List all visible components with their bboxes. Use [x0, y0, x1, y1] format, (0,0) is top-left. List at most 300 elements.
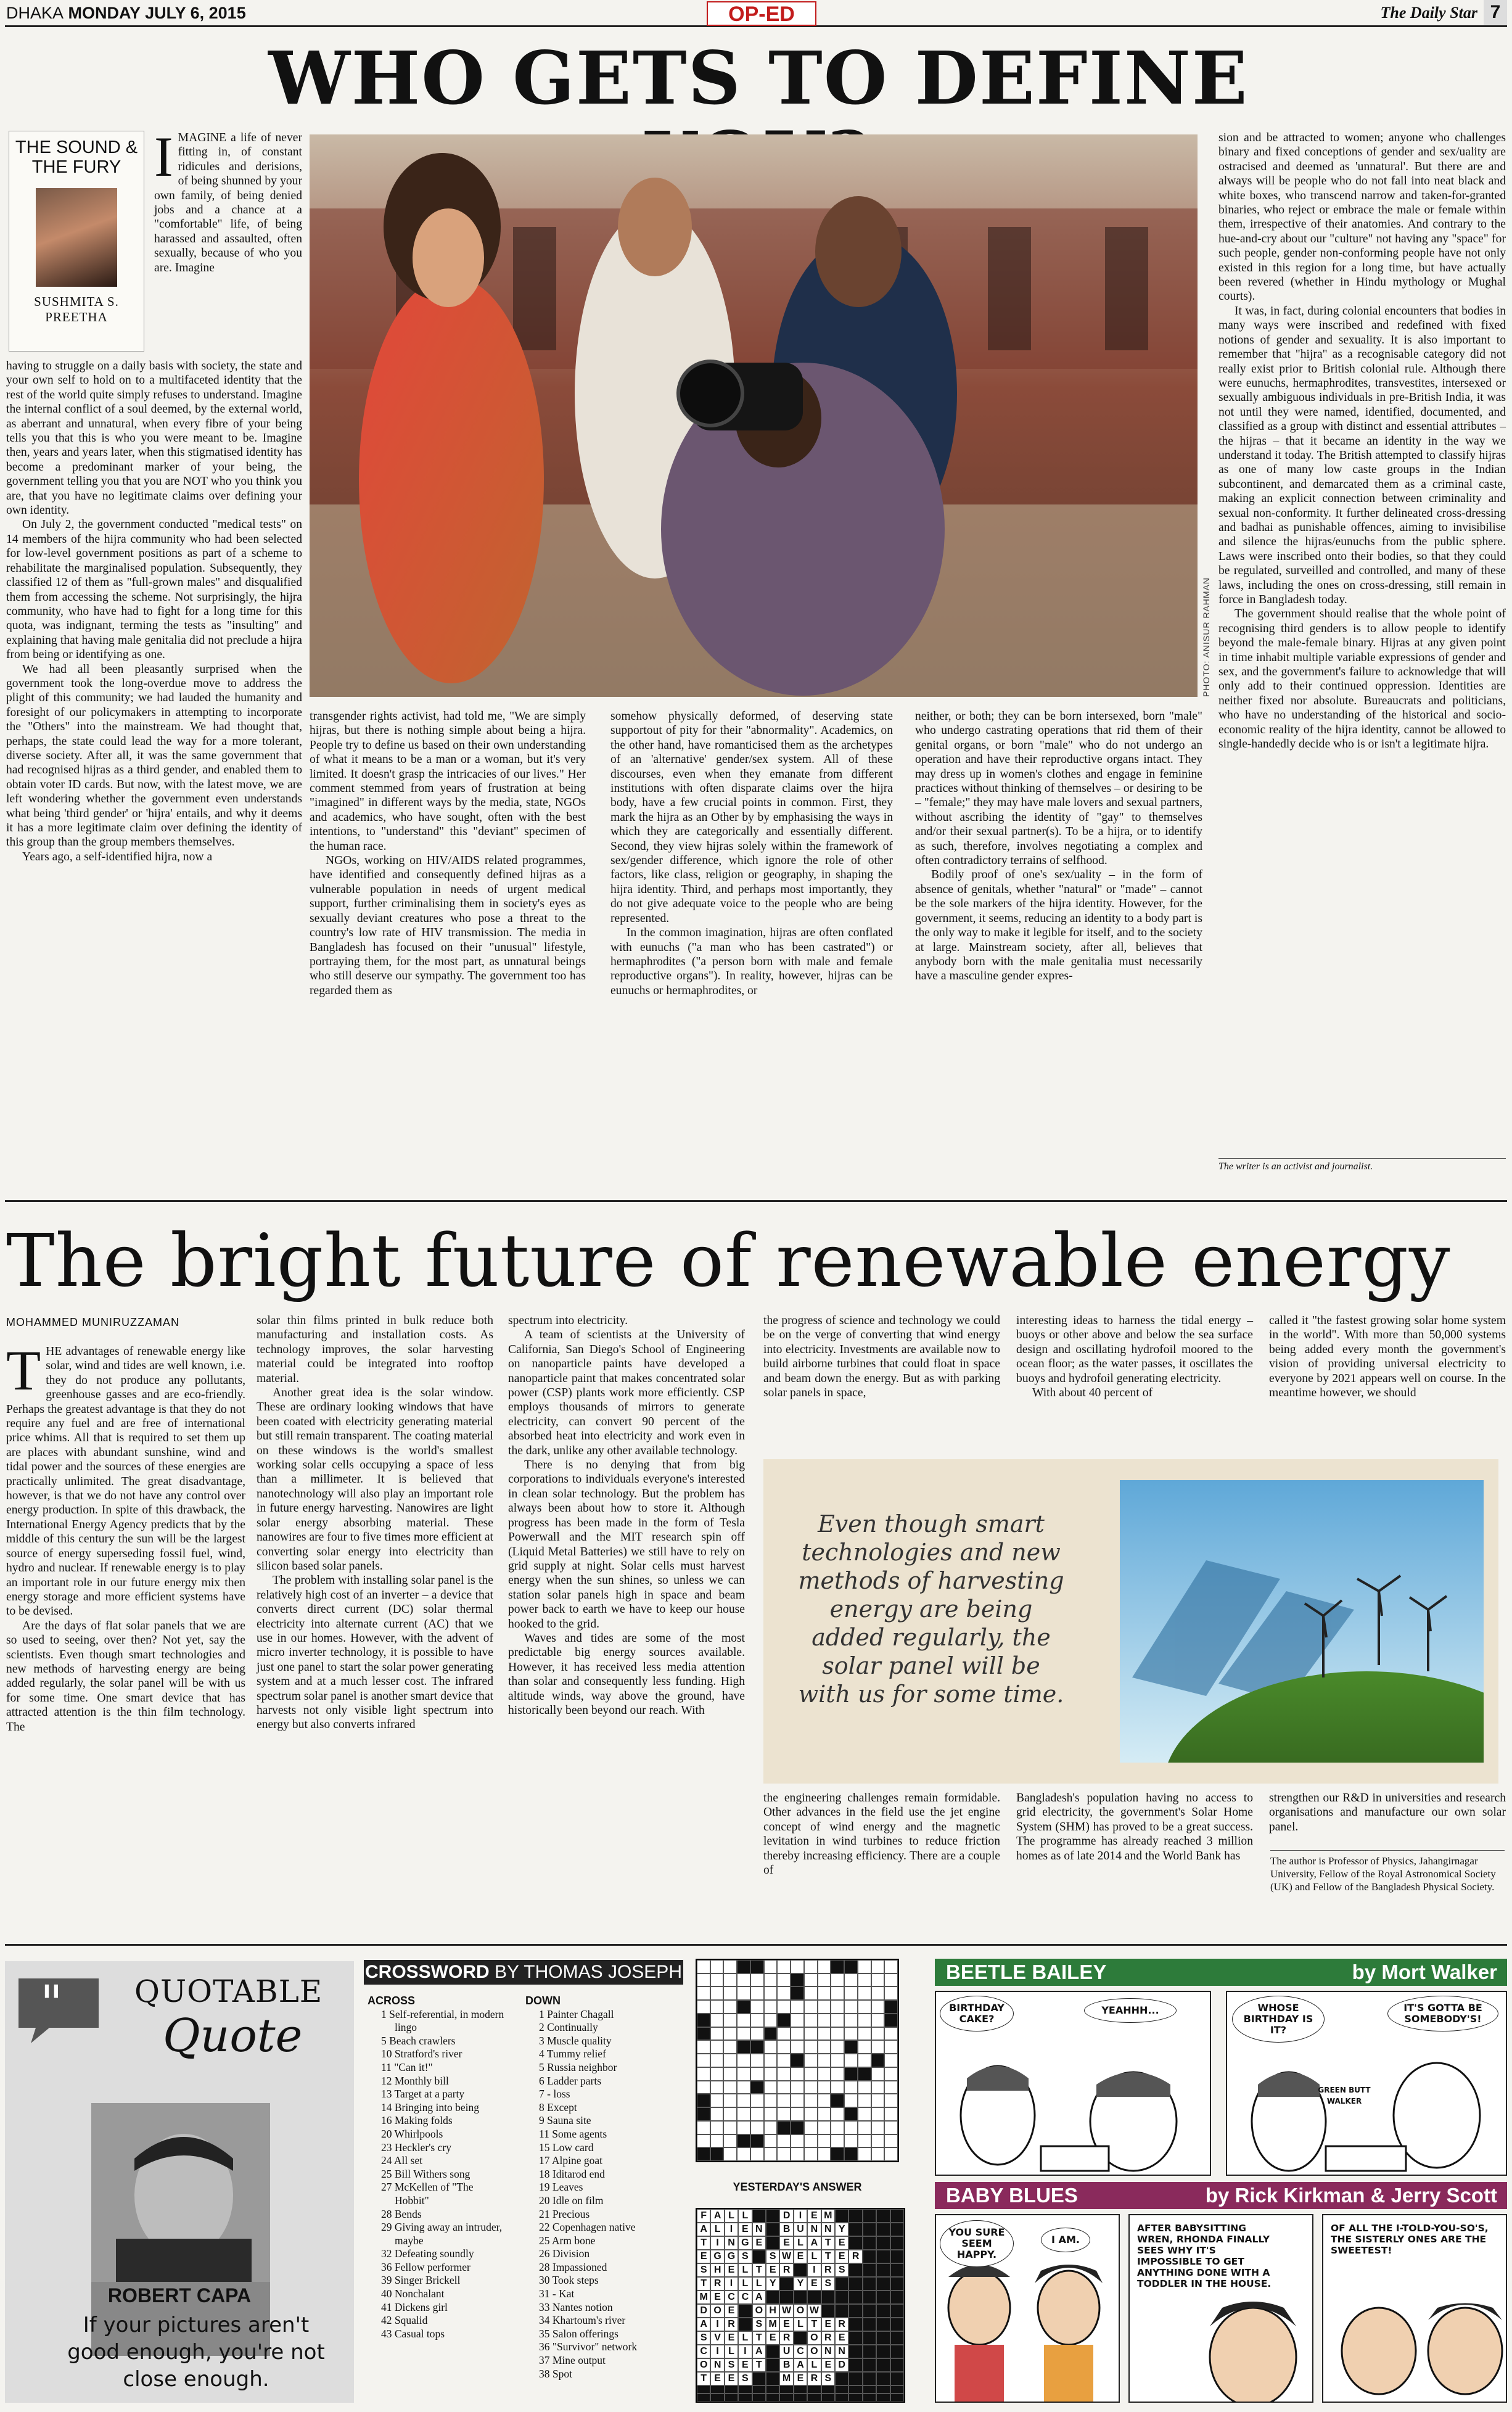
- divider: [5, 1200, 1507, 1202]
- beetle-bailey-header: [935, 1959, 1507, 1986]
- grid-cell: [750, 2134, 764, 2148]
- grid-cell[interactable]: [710, 2121, 724, 2134]
- clue: 11 "Can it!": [381, 2060, 433, 2073]
- grid-cell[interactable]: [791, 2000, 804, 2014]
- answer-cell: M: [779, 2372, 793, 2385]
- grid-cell[interactable]: [750, 2094, 764, 2107]
- grid-cell[interactable]: [723, 2000, 737, 2014]
- grid-cell[interactable]: [750, 1974, 764, 1987]
- grid-cell[interactable]: [777, 1960, 791, 1974]
- grid-cell[interactable]: [804, 2040, 818, 2054]
- answer-cell: [766, 2236, 779, 2250]
- clue: 14 Bringing into being: [381, 2101, 479, 2114]
- grid-cell[interactable]: [777, 1986, 791, 2000]
- down-heading: DOWN: [525, 1994, 561, 2007]
- grid-cell[interactable]: [777, 2134, 791, 2148]
- grid-cell[interactable]: [697, 2081, 710, 2094]
- grid-cell[interactable]: [737, 2107, 750, 2121]
- photo-renewable-globe: [1120, 1480, 1484, 1763]
- grid-cell[interactable]: [858, 1960, 871, 1974]
- grid-cell[interactable]: [750, 2147, 764, 2161]
- answer-cell: S: [725, 2358, 738, 2372]
- grid-cell[interactable]: [697, 2000, 710, 2014]
- answer-cell: [848, 2385, 862, 2393]
- across-clues: [368, 1994, 507, 2340]
- grid-cell[interactable]: [697, 1960, 710, 1974]
- grid-cell[interactable]: [844, 2081, 858, 2094]
- grid-cell[interactable]: [858, 2000, 871, 2014]
- grid-cell[interactable]: [858, 2107, 871, 2121]
- grid-cell[interactable]: [697, 2054, 710, 2067]
- answer-cell: L: [725, 2345, 738, 2358]
- grid-cell[interactable]: [818, 2147, 831, 2161]
- grid-cell[interactable]: [858, 2014, 871, 2027]
- answer-cell: [794, 2385, 807, 2393]
- grid-cell[interactable]: [818, 1974, 831, 1987]
- grid-cell[interactable]: [804, 2134, 818, 2148]
- grid-cell[interactable]: [884, 2040, 898, 2054]
- grid-cell[interactable]: [831, 2027, 844, 2041]
- answer-cell: Y: [835, 2223, 848, 2236]
- paragraph: We had all been pleasantly surprised when the government took the long-overdue move to address the plight of this community; we had lauded the humanity and foresight of our policymakers in attempting to incorporate the "Others" into the mainstream. We had thought that, perhaps, the state could lead the way for a more tolerant, diverse society. After all, it was the same government that had recognised hijras as a third gender, and enabled them to obtain voter ID cards. But now, with the latest move, we are left wondering whether the government even understands what being 'third gender' or 'hijra' entails, and why it deems it has a more legitimate claim over defining the identity of this group than the group members themselves.: [6, 662, 302, 849]
- grid-cell[interactable]: [723, 2094, 737, 2107]
- grid-cell[interactable]: [697, 1974, 710, 1987]
- section-label: OP-ED: [707, 1, 816, 26]
- grid-cell[interactable]: [723, 2147, 737, 2161]
- grid-cell[interactable]: [831, 2134, 844, 2148]
- comic-caption: OF ALL THE I-TOLD-YOU-SO'S, THE SISTERLY ONES ARE THE SWEETEST!: [1331, 2223, 1489, 2256]
- answer-cell: N: [835, 2345, 848, 2358]
- grid-cell[interactable]: [844, 2027, 858, 2041]
- grid-cell[interactable]: [710, 1974, 724, 1987]
- grid-cell[interactable]: [791, 2027, 804, 2041]
- grid-cell[interactable]: [884, 1986, 898, 2000]
- grid-cell[interactable]: [818, 2067, 831, 2081]
- answer-cell: [876, 2345, 890, 2358]
- grid-cell[interactable]: [804, 1960, 818, 1974]
- grid-cell[interactable]: [871, 2081, 885, 2094]
- answer-cell: W: [807, 2304, 821, 2318]
- grid-cell[interactable]: [764, 2134, 778, 2148]
- answer-cell: E: [794, 2250, 807, 2263]
- grid-cell[interactable]: [750, 2054, 764, 2067]
- answer-cell: [876, 2236, 890, 2250]
- grid-cell[interactable]: [804, 1974, 818, 1987]
- grid-cell[interactable]: [818, 2134, 831, 2148]
- grid-cell: [737, 1960, 750, 1974]
- clue: 33 Nantes notion: [539, 2300, 613, 2313]
- grid-cell[interactable]: [764, 2081, 778, 2094]
- grid-cell[interactable]: [818, 2121, 831, 2134]
- answer-cell: [863, 2304, 876, 2318]
- answer-cell: [890, 2209, 904, 2223]
- grid-cell[interactable]: [871, 2134, 885, 2148]
- grid-cell[interactable]: [777, 2000, 791, 2014]
- answer-cell: E: [697, 2250, 710, 2263]
- answer-cell: [752, 2250, 766, 2263]
- grid-cell[interactable]: [871, 2014, 885, 2027]
- article1-col3: [610, 709, 893, 998]
- grid-cell[interactable]: [818, 1986, 831, 2000]
- grid-cell[interactable]: [750, 2000, 764, 2014]
- answer-cell: [738, 2393, 752, 2402]
- clue: 26 Division: [539, 2247, 590, 2260]
- grid-cell[interactable]: [858, 2134, 871, 2148]
- article1-col1-top: [154, 125, 302, 275]
- grid-cell[interactable]: [858, 2147, 871, 2161]
- grid-cell[interactable]: [710, 2134, 724, 2148]
- grid-cell[interactable]: [723, 2027, 737, 2041]
- grid-cell[interactable]: [710, 2014, 724, 2027]
- grid-cell[interactable]: [750, 2067, 764, 2081]
- grid-cell[interactable]: [697, 2121, 710, 2134]
- grid-cell[interactable]: [777, 2107, 791, 2121]
- grid-cell[interactable]: [777, 2027, 791, 2041]
- grid-cell[interactable]: [884, 1974, 898, 1987]
- grid-cell[interactable]: [844, 2121, 858, 2134]
- grid-cell[interactable]: [804, 2147, 818, 2161]
- paragraph: The government should realise that the whole point of recognising third genders is to allow people to identify beyond the male-female binary. Hijras at any given point in time inhabit multiple variable expressions of gender and sex, and the government's failure to acknowledge that will only add to their continued oppression. Identities are neither fixed nor absolute. Bureaucrats and politicians, who have no understanding of the historical and socio-economic reality of the hijra identity, cannot be allowed to single-handedly decide who is or isn't a legitimate hijra.: [1218, 607, 1506, 751]
- grid-cell[interactable]: [737, 2067, 750, 2081]
- grid-cell[interactable]: [777, 2067, 791, 2081]
- grid-cell[interactable]: [737, 1986, 750, 2000]
- grid-cell[interactable]: [777, 2054, 791, 2067]
- grid-cell[interactable]: [804, 2054, 818, 2067]
- grid-cell[interactable]: [710, 1960, 724, 1974]
- answer-cell: A: [752, 2345, 766, 2358]
- grid-cell[interactable]: [723, 2014, 737, 2027]
- grid-cell[interactable]: [764, 1960, 778, 1974]
- grid-cell[interactable]: [764, 2000, 778, 2014]
- grid-cell[interactable]: [844, 2014, 858, 2027]
- answer-cell: [848, 2263, 862, 2277]
- beetle-panel-1: [935, 1991, 1211, 2176]
- grid-cell[interactable]: [764, 1986, 778, 2000]
- answer-cell: V: [710, 2331, 724, 2345]
- grid-cell[interactable]: [804, 2081, 818, 2094]
- grid-cell[interactable]: [710, 2040, 724, 2054]
- grid-cell[interactable]: [831, 2000, 844, 2014]
- grid-cell[interactable]: [818, 2107, 831, 2121]
- clue: 34 Khartoum's river: [539, 2314, 626, 2327]
- grid-cell[interactable]: [737, 2094, 750, 2107]
- grid-cell[interactable]: [831, 2121, 844, 2134]
- grid-cell[interactable]: [884, 2147, 898, 2161]
- grid-cell[interactable]: [791, 2094, 804, 2107]
- grid-cell[interactable]: [777, 1974, 791, 1987]
- grid-cell[interactable]: [858, 2081, 871, 2094]
- answer-cell: B: [779, 2223, 793, 2236]
- grid-cell[interactable]: [858, 2027, 871, 2041]
- grid-cell[interactable]: [871, 2121, 885, 2134]
- answer-cell: [752, 2385, 766, 2393]
- grid-cell[interactable]: [884, 2107, 898, 2121]
- grid-cell[interactable]: [737, 2054, 750, 2067]
- grid-cell[interactable]: [831, 2067, 844, 2081]
- grid-cell[interactable]: [737, 1974, 750, 1987]
- grid-cell[interactable]: [818, 2081, 831, 2094]
- grid-cell[interactable]: [831, 2014, 844, 2027]
- grid-cell[interactable]: [777, 2094, 791, 2107]
- answer-cell: O: [807, 2345, 821, 2358]
- grid-cell[interactable]: [858, 2094, 871, 2107]
- grid-cell[interactable]: [764, 2107, 778, 2121]
- grid-cell[interactable]: [884, 2134, 898, 2148]
- answer-cell: [876, 2291, 890, 2304]
- grid-cell[interactable]: [750, 2027, 764, 2041]
- paragraph: somehow physically deformed, of deserving state supportout of pity for their "abnormality". Academics, on the other hand, have romanticised them as the archetypes of an 'alternative' gender/sex system. All of these discourses, even when they emanate from different institutions with often disparate claims over the hijra body, have a few crucial points in common. First, they mark the hijra as an Other by by emphasising the ways in which they are categorically and essentially different. Second, they view hijras solely within the framework of sex/gender difference, which ignore the role of other factors, like class, religion or geography, in shaping the hijra identity. Third, and perhaps most importantly, they do not give adequate voice to the people who are being represented.: [610, 710, 893, 925]
- crossword-author: BY THOMAS JOSEPH: [495, 1962, 682, 1982]
- article2-col2: [257, 1314, 493, 1732]
- grid-cell[interactable]: [844, 2134, 858, 2148]
- grid-cell[interactable]: [737, 2014, 750, 2027]
- grid-cell[interactable]: [831, 1974, 844, 1987]
- grid-cell[interactable]: [871, 2000, 885, 2014]
- grid-cell[interactable]: [737, 2027, 750, 2041]
- answer-cell: [890, 2250, 904, 2263]
- clue: 3 Muscle quality: [539, 2034, 612, 2047]
- grid-cell[interactable]: [884, 2054, 898, 2067]
- clue: 36 Fellow performer: [381, 2260, 470, 2273]
- answer-cell: L: [807, 2358, 821, 2372]
- clue: 25 Bill Withers song: [381, 2167, 470, 2180]
- answer-cell: C: [794, 2345, 807, 2358]
- grid-cell: [750, 1960, 764, 1974]
- answer-cell: I: [710, 2318, 724, 2331]
- answer-cell: [807, 2291, 821, 2304]
- grid-cell[interactable]: [791, 2107, 804, 2121]
- comic-title: BABY BLUES: [946, 2184, 1078, 2207]
- answer-cell: T: [697, 2236, 710, 2250]
- grid-cell[interactable]: [750, 2107, 764, 2121]
- grid-cell[interactable]: [710, 2000, 724, 2014]
- answer-cell: [876, 2250, 890, 2263]
- grid-cell[interactable]: [737, 2081, 750, 2094]
- grid-cell[interactable]: [791, 2147, 804, 2161]
- grid-cell[interactable]: [710, 2107, 724, 2121]
- grid-cell[interactable]: [804, 2107, 818, 2121]
- answer-cell: [835, 2372, 848, 2385]
- grid-cell[interactable]: [818, 2040, 831, 2054]
- grid-cell[interactable]: [844, 2094, 858, 2107]
- answer-cell: [710, 2393, 724, 2402]
- grid-cell[interactable]: [791, 2081, 804, 2094]
- grid-cell: [791, 1986, 804, 2000]
- grid-cell[interactable]: [750, 2121, 764, 2134]
- grid-cell[interactable]: [871, 2040, 885, 2054]
- grid-cell[interactable]: [710, 2094, 724, 2107]
- grid-cell[interactable]: [697, 2067, 710, 2081]
- answer-cell: [766, 2209, 779, 2223]
- grid-cell[interactable]: [723, 1960, 737, 1974]
- grid-cell[interactable]: [804, 2027, 818, 2041]
- grid-cell[interactable]: [791, 2067, 804, 2081]
- quotable-title: QUOTABLE: [134, 1974, 323, 2009]
- answer-cell: R: [779, 2263, 793, 2277]
- grid-cell[interactable]: [818, 2027, 831, 2041]
- grid-cell: [750, 2040, 764, 2054]
- grid-cell[interactable]: [723, 2081, 737, 2094]
- grid-cell[interactable]: [710, 2027, 724, 2041]
- paragraph: [6, 1339, 245, 1619]
- grid-cell[interactable]: [697, 2040, 710, 2054]
- answer-cell: D: [779, 2209, 793, 2223]
- grid-cell[interactable]: [818, 2000, 831, 2014]
- answer-cell: D: [697, 2304, 710, 2318]
- grid-cell[interactable]: [871, 2107, 885, 2121]
- answer-cell: [794, 2393, 807, 2402]
- answer-cell: [890, 2385, 904, 2393]
- grid-cell[interactable]: [804, 2014, 818, 2027]
- answer-cell: R: [807, 2372, 821, 2385]
- grid-cell[interactable]: [697, 1986, 710, 2000]
- grid-cell[interactable]: [871, 1986, 885, 2000]
- answer-cell: [848, 2291, 862, 2304]
- grid-cell[interactable]: [871, 1974, 885, 1987]
- grid-cell[interactable]: [844, 2054, 858, 2067]
- grid-cell[interactable]: [764, 1974, 778, 1987]
- down-list: [525, 2008, 686, 2381]
- grid-cell[interactable]: [791, 1960, 804, 1974]
- grid-cell[interactable]: [710, 2081, 724, 2094]
- answer-cell: R: [848, 2250, 862, 2263]
- answer-cell: N: [821, 2345, 835, 2358]
- grid-cell[interactable]: [723, 2121, 737, 2134]
- clue: 24 All set: [381, 2154, 423, 2167]
- grid-cell[interactable]: [710, 2067, 724, 2081]
- grid-cell[interactable]: [818, 2094, 831, 2107]
- grid-cell[interactable]: [818, 2014, 831, 2027]
- clue: 27 McKellen of "The Hobbit": [381, 2181, 474, 2207]
- grid-cell[interactable]: [804, 2121, 818, 2134]
- grid-cell[interactable]: [818, 1960, 831, 1974]
- grid-cell[interactable]: [723, 2067, 737, 2081]
- grid-cell[interactable]: [791, 2134, 804, 2148]
- article2-byline: MOHAMMED MUNIRUZZAMAN: [6, 1316, 179, 1328]
- grid-cell[interactable]: [804, 2067, 818, 2081]
- answer-cell: [890, 2236, 904, 2250]
- grid-cell[interactable]: [871, 2094, 885, 2107]
- answer-cell: [794, 2263, 807, 2277]
- grid-cell[interactable]: [737, 2147, 750, 2161]
- grid-cell[interactable]: [858, 2040, 871, 2054]
- answer-cell: [807, 2385, 821, 2393]
- grid-cell[interactable]: [777, 2040, 791, 2054]
- paragraph: Another great idea is the solar window. These are ordinary looking windows that have been coated with electricity generating material but still remain transparent. The coating material on these windows is the world's smallest working solar cells occupying a space of less than a millimeter. It is believed that nanotechnology will also play an important role in future energy harvesting. Nanowires are light solar energy absorbing material. These nanowires are four to five times more efficient at converting solar energy into electricity than silicon based solar panels.: [257, 1386, 493, 1573]
- grid-cell: [791, 1974, 804, 1987]
- grid-cell[interactable]: [858, 1974, 871, 1987]
- grid-cell[interactable]: [831, 2040, 844, 2054]
- grid-cell[interactable]: [831, 2081, 844, 2094]
- answer-cell: [766, 2393, 779, 2402]
- dropcap: T: [6, 1339, 41, 1402]
- grid-cell[interactable]: [871, 1960, 885, 1974]
- answer-cell: [890, 2277, 904, 2291]
- grid-cell[interactable]: [723, 2107, 737, 2121]
- answer-cell: [863, 2318, 876, 2331]
- grid-cell[interactable]: [871, 2147, 885, 2161]
- grid-cell[interactable]: [831, 1986, 844, 2000]
- grid-cell[interactable]: [777, 2147, 791, 2161]
- grid-cell[interactable]: [858, 1986, 871, 2000]
- clue: 36 "Survivor" network: [539, 2340, 638, 2353]
- grid-cell[interactable]: [723, 2054, 737, 2067]
- paragraph: having to struggle on a daily basis with society, the state and your own self to hold on to a multifaceted identity that the rest of the world quite simply refuses to understand. Imagine the internal conflict of a soul deemed, by the external world, as aberrant and unnatural, when every fibre of your being tells you that this is who you were meant to be. Imagine then, years and years later, when this stigmatised identity has become a predominant marker of your being, the government telling you that you are NOT who you think you are, that you have no legitimate claims over defining your own identity.: [6, 360, 302, 517]
- grid-cell[interactable]: [858, 2054, 871, 2067]
- grid-cell[interactable]: [723, 2040, 737, 2054]
- photo-credit: PHOTO: ANISUR RAHMAN: [1201, 577, 1211, 697]
- grid-cell[interactable]: [804, 2094, 818, 2107]
- grid-cell[interactable]: [844, 2000, 858, 2014]
- answer-cell: [890, 2345, 904, 2358]
- grid-cell[interactable]: [791, 2014, 804, 2027]
- grid-cell[interactable]: [764, 2121, 778, 2134]
- grid-cell[interactable]: [710, 2054, 724, 2067]
- grid-cell[interactable]: [884, 2121, 898, 2134]
- grid-cell[interactable]: [777, 2081, 791, 2094]
- answer-cell: [876, 2263, 890, 2277]
- answer-cell: [863, 2345, 876, 2358]
- answer-cell: E: [738, 2223, 752, 2236]
- grid-cell[interactable]: [750, 2014, 764, 2027]
- grid-cell[interactable]: [764, 2094, 778, 2107]
- answer-cell: Y: [794, 2277, 807, 2291]
- grid-cell[interactable]: [764, 2054, 778, 2067]
- grid-cell[interactable]: [764, 2014, 778, 2027]
- grid-cell[interactable]: [697, 2134, 710, 2148]
- grid-cell[interactable]: [804, 1986, 818, 2000]
- grid-cell[interactable]: [723, 1986, 737, 2000]
- grid-cell[interactable]: [844, 1974, 858, 1987]
- grid-cell[interactable]: [723, 1974, 737, 1987]
- paragraph: transgender rights activist, had told me, "We are simply hijras, but there is nothing simple about being a hijra. People try to define us based on their own understanding of what it means to be a man or a woman, but it's very limited. It doesn't grasp the intricacies of our lives." Her comment stemmed from years of frustration at being "imagined" in different ways by the media, state, NGOs and academics, who have sought, often with the best intentions, to "understand" this "deviant" specimen of the human race.: [310, 710, 586, 853]
- grid-cell[interactable]: [831, 2107, 844, 2121]
- grid-cell[interactable]: [710, 1986, 724, 2000]
- author-photo: [36, 188, 117, 287]
- crossword-grid[interactable]: [696, 1959, 899, 2162]
- grid-cell[interactable]: [884, 2067, 898, 2081]
- grid-cell[interactable]: [737, 2121, 750, 2134]
- grid-cell[interactable]: [764, 2067, 778, 2081]
- grid-cell[interactable]: [750, 1986, 764, 2000]
- grid-cell: [844, 2067, 858, 2081]
- grid-cell[interactable]: [858, 2121, 871, 2134]
- grid-cell[interactable]: [884, 2081, 898, 2094]
- grid-cell[interactable]: [831, 2054, 844, 2067]
- grid-cell[interactable]: [871, 2027, 885, 2041]
- answer-cell: [876, 2318, 890, 2331]
- grid-cell[interactable]: [804, 2000, 818, 2014]
- answer-cell: U: [779, 2345, 793, 2358]
- grid-cell[interactable]: [764, 2040, 778, 2054]
- grid-cell[interactable]: [723, 2134, 737, 2148]
- answer-cell: [890, 2223, 904, 2236]
- grid-cell[interactable]: [884, 2027, 898, 2041]
- grid-cell[interactable]: [884, 2094, 898, 2107]
- clue: 11 Some agents: [539, 2127, 607, 2140]
- grid-cell[interactable]: [791, 2040, 804, 2054]
- grid-cell[interactable]: [884, 1960, 898, 1974]
- grid-cell[interactable]: [871, 2067, 885, 2081]
- grid-cell[interactable]: [844, 1986, 858, 2000]
- paragraph: Bangladesh's population having no access to grid electricity, the government's Solar Home System (SHM) has proved to be a great success. The programme has already reached 3 million homes as of late 2014 and the World Bank has: [1016, 1792, 1253, 1863]
- clue: 10 Stratford's river: [381, 2048, 462, 2060]
- answer-cell: E: [807, 2277, 821, 2291]
- paragraph: There is no denying that from big corporations to individuals everyone's interested in clean solar technology. But the problem has always been about how to store it. Although progress has been made in the form of Tesla Powerwall and the MIT research spin off (Liquid Metal Batteries) we still have to rely on grid supply at night. Solar cells must harvest energy when the sun shines, so unless we can station solar panels high in space and beam power back to earth we have to keep our house hooked to the grid.: [508, 1459, 745, 1631]
- grid-cell[interactable]: [764, 2147, 778, 2161]
- paragraph: With about 40 percent of: [1032, 1386, 1153, 1400]
- grid-cell[interactable]: [818, 2054, 831, 2067]
